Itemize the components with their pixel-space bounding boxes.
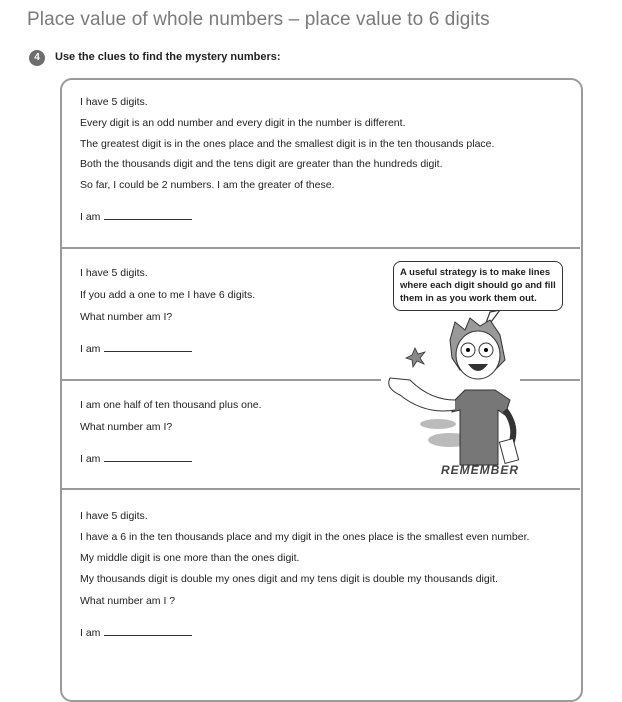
clue: What number am I? <box>80 311 173 323</box>
answer-label: I am <box>80 453 101 465</box>
cartoon-character-illustration <box>370 300 570 480</box>
answer-blank[interactable] <box>104 626 192 636</box>
divider <box>61 247 580 249</box>
clue: So far, I could be 2 numbers. I am the greater of these. <box>80 179 335 191</box>
answer-blank[interactable] <box>104 452 192 462</box>
answer-blank[interactable] <box>104 342 192 352</box>
clue: What number am I? <box>80 421 173 433</box>
clue: I am one half of ten thousand plus one. <box>80 399 262 411</box>
answer-label: I am <box>80 627 101 639</box>
answer-row <box>80 452 192 465</box>
remember-tip-bubble: A useful strategy is to make lines where each digit should go and fill them in as you work them out. <box>393 261 563 311</box>
question-number-badge: 4 <box>29 50 45 66</box>
clue: I have 5 digits. <box>80 510 148 522</box>
answer-row <box>80 210 192 223</box>
question-instruction: Use the clues to find the mystery numbers: <box>55 51 281 63</box>
clue: My middle digit is one more than the ones digit. <box>80 552 300 564</box>
clue: My thousands digit is double my ones digit and my tens digit is double my thousands digit. <box>80 573 498 585</box>
answer-blank[interactable] <box>104 210 192 220</box>
answer-row <box>80 342 192 355</box>
clue: I have 5 digits. <box>80 267 148 279</box>
divider <box>61 488 580 490</box>
answer-row <box>80 626 192 639</box>
remember-label: REMEMBER <box>441 463 520 477</box>
answer-label: I am <box>80 343 101 355</box>
divider <box>61 379 381 381</box>
page-title: Place value of whole numbers – place value to 6 digits <box>27 9 490 30</box>
clue: I have a 6 in the ten thousands place and my digit in the ones place is the smallest even number. <box>80 531 530 543</box>
clue: I have 5 digits. <box>80 96 148 108</box>
clue: The greatest digit is in the ones place and the smallest digit is in the ten thousands place. <box>80 138 495 150</box>
clue: Every digit is an odd number and every digit in the number is different. <box>80 117 406 129</box>
clue: What number am I ? <box>80 595 176 607</box>
clue: Both the thousands digit and the tens digit are greater than the hundreds digit. <box>80 158 443 170</box>
clue: If you add a one to me I have 6 digits. <box>80 289 256 301</box>
answer-label: I am <box>80 211 101 223</box>
